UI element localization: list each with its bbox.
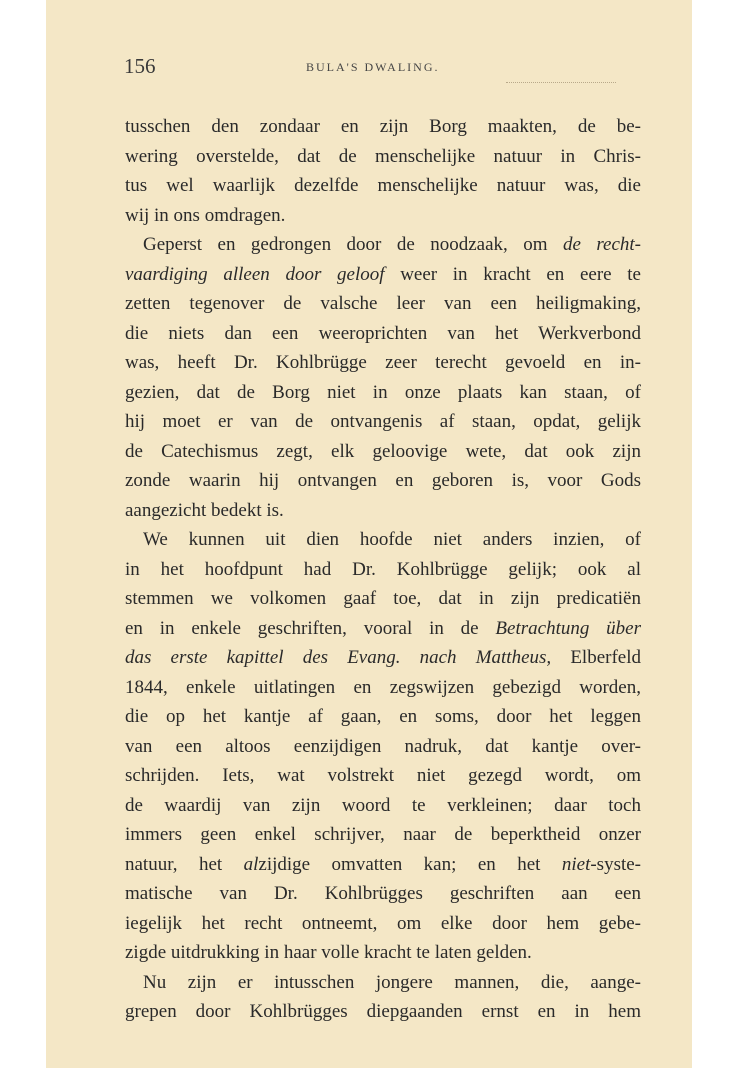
- text-segment: Nu zijn er intusschen jongere mannen, die, aange-: [143, 971, 641, 993]
- text-line: [125, 850, 641, 880]
- italic-text-segment: das erste kapittel des Evang. nach Mattheus,: [125, 647, 552, 668]
- text-line: [125, 732, 641, 762]
- text-line: [125, 673, 641, 703]
- text-segment: -syste-: [590, 853, 642, 875]
- text-line: [125, 171, 641, 201]
- text-segment: We kunnen uit dien hoofde niet anders inzien, of: [143, 529, 641, 550]
- text-segment: 1844, enkele uitlatingen en zegswijzen gebezigd worden,: [125, 676, 641, 698]
- text-line: [125, 378, 641, 408]
- page-header: [46, 54, 692, 80]
- text-line: [125, 702, 641, 732]
- text-segment: die niets dan een weeroprichten van het Werkverbond: [125, 322, 641, 344]
- text-segment: wij in ons omdragen.: [125, 204, 286, 226]
- running-head: BULA'S DWALING.: [306, 60, 440, 74]
- text-line: [125, 466, 641, 496]
- italic-text-segment: al: [243, 853, 259, 875]
- text-segment: in het hoofdpunt had Dr. Kohlbrügge gelijk; ook al: [125, 558, 641, 580]
- text-segment: hij moet er van de ontvangenis af staan, opdat, gelijk: [125, 411, 641, 432]
- text-line: [125, 584, 641, 614]
- text-segment: schrijden. Iets, wat volstrekt niet gezegd wordt, om: [125, 765, 641, 786]
- text-segment: Geperst en gedrongen door de noodzaak, om: [143, 234, 563, 255]
- text-line: [125, 820, 641, 850]
- text-segment: tusschen den zondaar en zijn Borg maakten, de be-: [125, 116, 641, 137]
- text-line: [125, 791, 641, 821]
- header-rule: [506, 82, 616, 83]
- text-segment: zonde waarin hij ontvangen en geboren is, voor Gods: [125, 470, 641, 491]
- text-segment: stemmen we volkomen gaaf toe, dat in zijn predicatiën: [125, 588, 641, 609]
- text-segment: en in enkele geschriften, vooral in de: [125, 617, 496, 639]
- text-line: [125, 407, 641, 437]
- text-line: [125, 319, 641, 349]
- text-segment: de Catechismus zegt, elk geloovige wete, dat ook zijn: [125, 440, 641, 462]
- text-segment: zijdige omvatten kan; en het: [258, 853, 562, 875]
- text-line: [125, 968, 641, 998]
- italic-text-segment: Betrachtung über: [495, 617, 641, 639]
- text-line: [125, 614, 641, 644]
- text-line: [125, 260, 641, 290]
- text-line: [125, 201, 641, 231]
- italic-text-segment: vaardiging alleen door geloof: [125, 263, 385, 285]
- text-segment: gezien, dat de Borg niet in onze plaats kan staan, of: [125, 381, 641, 403]
- text-segment: was, heeft Dr. Kohlbrügge zeer terecht gevoeld en in-: [125, 352, 641, 373]
- text-segment: tus wel waarlijk dezelfde menschelijke natuur was, die: [125, 175, 641, 196]
- text-line: [125, 112, 641, 142]
- text-line: [125, 525, 641, 555]
- text-segment: zetten tegenover de valsche leer van een heiligmaking,: [125, 293, 641, 314]
- text-segment: weer in kracht en eere te: [384, 263, 641, 285]
- book-page: [46, 0, 692, 1068]
- text-line: [125, 909, 641, 939]
- text-line: [125, 142, 641, 172]
- text-line: [125, 643, 641, 673]
- text-segment: Elberfeld: [551, 647, 641, 668]
- text-segment: wering overstelde, dat de menschelijke natuur in Chris-: [125, 145, 641, 167]
- text-segment: van een altoos eenzijdigen nadruk, dat kantje over-: [125, 735, 641, 757]
- text-segment: grepen door Kohlbrügges diepgaanden ernst en in hem: [125, 1001, 641, 1022]
- text-line: [125, 348, 641, 378]
- text-line: [125, 938, 641, 968]
- text-line: [125, 230, 641, 260]
- text-segment: immers geen enkel schrijver, naar de beperktheid onzer: [125, 824, 641, 845]
- italic-text-segment: niet: [561, 853, 591, 875]
- text-segment: natuur, het: [125, 853, 244, 875]
- text-line: [125, 496, 641, 526]
- text-segment: die op het kantje af gaan, en soms, door het leggen: [125, 706, 641, 727]
- text-segment: aangezicht bedekt is.: [125, 499, 284, 521]
- text-segment: iegelijk het recht ontneemt, om elke door hem gebe-: [125, 912, 641, 934]
- text-line: [125, 761, 641, 791]
- text-line: [125, 289, 641, 319]
- text-line: [125, 437, 641, 467]
- text-segment: zigde uitdrukking in haar volle kracht te laten gelden.: [125, 942, 532, 963]
- italic-text-segment: de recht-: [562, 234, 641, 255]
- body-text: [125, 112, 641, 1027]
- page-number: 156: [124, 54, 156, 78]
- text-segment: de waardij van zijn woord te verkleinen; daar toch: [125, 794, 641, 816]
- text-line: [125, 879, 641, 909]
- text-line: [125, 555, 641, 585]
- text-line: [125, 997, 641, 1027]
- text-segment: matische van Dr. Kohlbrügges geschriften aan een: [125, 883, 641, 904]
